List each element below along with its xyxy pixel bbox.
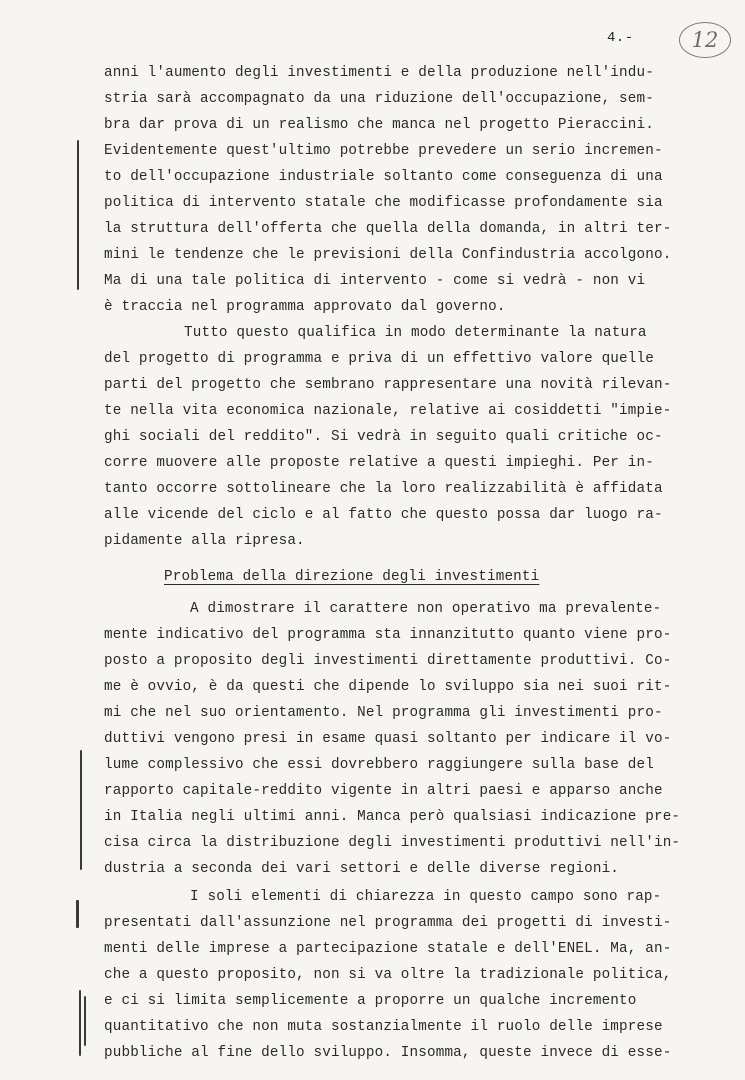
text-line: Tutto questo qualifica in modo determinante la natura — [184, 325, 647, 341]
text-line: pubbliche al fine dello sviluppo. Insomma, queste invece di esse- — [104, 1045, 672, 1061]
text-line: presentati dall'assunzione nel programma dei progetti di investi- — [104, 915, 672, 931]
text-line: parti del progetto che sembrano rappresentare una novità rilevan- — [104, 377, 672, 393]
text-line: alle vicende del ciclo e al fatto che questo possa dar luogo ra- — [104, 507, 663, 523]
text-line: duttivi vengono presi in esame quasi soltanto per indicare il vo- — [104, 731, 672, 747]
text-line: dustria a seconda dei vari settori e delle diverse regioni. — [104, 861, 620, 877]
text-line: quantitativo che non muta sostanzialmente il ruolo delle imprese — [104, 1019, 663, 1035]
text-line: anni l'aumento degli investimenti e della produzione nell'indu- — [104, 65, 654, 81]
text-line: corre muovere alle proposte relative a questi impieghi. Per in- — [104, 455, 654, 471]
margin-mark-5 — [84, 996, 86, 1046]
text-line: to dell'occupazione industriale soltanto come conseguenza di una — [104, 169, 663, 185]
page-number: 4.- — [607, 30, 634, 46]
text-line: che a questo proposito, non si va oltre la tradizionale politica, — [104, 967, 672, 983]
text-line: Evidentemente quest'ultimo potrebbe prevedere un serio incremen- — [104, 143, 663, 159]
margin-mark-3 — [76, 900, 79, 928]
margin-mark-4 — [79, 990, 81, 1056]
text-line: posto a proposito degli investimenti direttamente produttivi. Co- — [104, 653, 672, 669]
section-heading: Problema della direzione degli investimenti — [164, 569, 540, 585]
margin-mark-2 — [80, 750, 82, 870]
text-line: la struttura dell'offerta che quella della domanda, in altri ter- — [104, 221, 672, 237]
text-line: politica di intervento statale che modificasse profondamente sia — [104, 195, 663, 211]
text-line: è traccia nel programma approvato dal governo. — [104, 299, 506, 315]
text-line: me è ovvio, è da questi che dipende lo sviluppo sia nei suoi rit- — [104, 679, 672, 695]
margin-mark-1 — [77, 140, 79, 290]
text-line: del progetto di programma e priva di un effettivo valore quelle — [104, 351, 654, 367]
text-line: pidamente alla ripresa. — [104, 533, 305, 549]
text-line: A dimostrare il carattere non operativo ma prevalente- — [190, 601, 662, 617]
text-line: bra dar prova di un realismo che manca nel progetto Pieraccini. — [104, 117, 654, 133]
page-stamp: 12 — [679, 22, 731, 58]
text-line: mini le tendenze che le previsioni della Confindustria accolgono. — [104, 247, 672, 263]
text-line: tanto occorre sottolineare che la loro realizzabilità è affidata — [104, 481, 663, 497]
text-line: mi che nel suo orientamento. Nel programma gli investimenti pro- — [104, 705, 663, 721]
text-line: stria sarà accompagnato da una riduzione dell'occupazione, sem- — [104, 91, 654, 107]
text-line: Ma di una tale politica di intervento - come si vedrà - non vi — [104, 273, 646, 289]
text-line: menti delle imprese a partecipazione statale e dell'ENEL. Ma, an- — [104, 941, 672, 957]
text-line: mente indicativo del programma sta innanzitutto quanto viene pro- — [104, 627, 672, 643]
text-line: ghi sociali del reddito". Si vedrà in seguito quali critiche oc- — [104, 429, 663, 445]
text-line: cisa circa la distribuzione degli investimenti produttivi nell'in- — [104, 835, 681, 851]
text-line: te nella vita economica nazionale, relative ai cosiddetti "impie- — [104, 403, 672, 419]
text-line: I soli elementi di chiarezza in questo campo sono rap- — [190, 889, 662, 905]
text-line: rapporto capitale-reddito vigente in altri paesi e apparso anche — [104, 783, 663, 799]
text-line: in Italia negli ultimi anni. Manca però qualsiasi indicazione pre- — [104, 809, 681, 825]
text-line: lume complessivo che essi dovrebbero raggiungere sulla base del — [104, 757, 654, 773]
text-line: e ci si limita semplicemente a proporre un qualche incremento — [104, 993, 637, 1009]
